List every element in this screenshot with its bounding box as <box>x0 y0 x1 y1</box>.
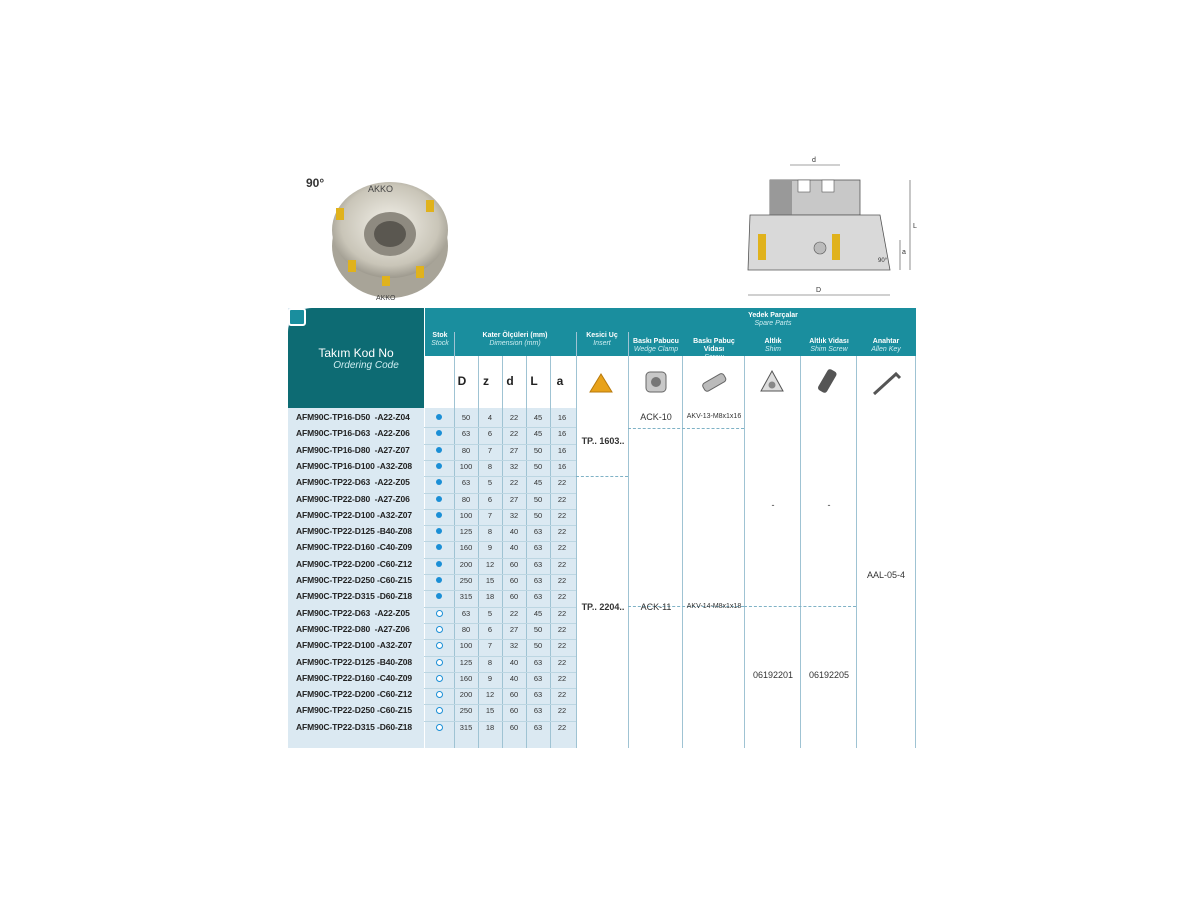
wedge-header-en: Wedge Clamp <box>633 346 679 353</box>
key-header-en: Allen Key <box>871 346 901 353</box>
row-separator <box>424 688 576 689</box>
dim-cell-a: 22 <box>557 706 567 716</box>
dim-cell-z: 4 <box>487 413 493 422</box>
dim-cell-L: 50 <box>533 494 543 504</box>
dim-cell-L: 63 <box>533 657 543 667</box>
shim-screw-icon <box>814 366 844 398</box>
dim-cell-a: 22 <box>557 690 567 700</box>
shim-nonstock: 06192201 <box>752 670 794 680</box>
stock-dot-filled <box>436 496 442 502</box>
dim-col-a: a <box>556 374 564 388</box>
shim-screw-nonstock: 06192205 <box>808 670 850 680</box>
dim-cell-D: 100 <box>459 510 473 520</box>
dim-cell-L: 45 <box>533 608 543 618</box>
dim-cell-D: 160 <box>459 673 473 683</box>
row-code: AFM90C-TP22-D200 -C60-Z12 <box>296 689 413 700</box>
row-code: AFM90C-TP16-D63 -A22-Z06 <box>296 428 410 439</box>
stock-dot-filled <box>436 414 442 420</box>
dim-cell-d: 60 <box>509 722 519 732</box>
dim-D-label: D <box>816 287 822 294</box>
dim-cell-z: 12 <box>485 690 495 700</box>
row-separator <box>424 574 576 575</box>
shim-icon <box>758 368 786 396</box>
row-code: AFM90C-TP22-D250 -C60-Z15 <box>296 575 413 585</box>
dim-cell-d: 27 <box>509 494 519 504</box>
dim-cell-d: 40 <box>509 673 519 683</box>
row-code: AFM90C-TP22-D315 -D60-Z18 <box>296 721 413 732</box>
wedge-clamp-icon <box>640 366 672 398</box>
wedge-screw-header-tr: Baskı Pabuç Vidası <box>693 338 735 353</box>
dim-cell-d: 22 <box>509 429 519 439</box>
shim-header-en: Shim <box>765 346 781 353</box>
dim-cell-L: 50 <box>533 641 543 651</box>
dim-cell-D: 125 <box>459 657 473 667</box>
dim-d-label: d <box>812 157 816 164</box>
dim-cell-z: 5 <box>487 478 493 488</box>
dim-cell-L: 50 <box>533 510 543 520</box>
row-code: AFM90C-TP22-D80 -A27-Z06 <box>296 623 410 634</box>
row-separator <box>424 639 576 640</box>
row-separator <box>424 590 576 591</box>
row-code: AFM90C-TP16-D80 -A27-Z07 <box>296 444 410 455</box>
dim-cell-L: 63 <box>533 527 543 537</box>
dim-cell-D: 100 <box>459 461 473 471</box>
dim-cell-d: 22 <box>509 413 519 422</box>
dim-cell-d: 60 <box>509 690 519 700</box>
insert-triangle-icon <box>588 372 614 394</box>
wedge-screw-tp22: AKV-14-M8x1x18 <box>686 603 742 610</box>
dim-cell-L: 63 <box>533 706 543 716</box>
dim-col-D: D <box>457 374 467 388</box>
dim-cell-z: 15 <box>485 706 495 716</box>
stock-dot-empty <box>436 724 443 731</box>
dim-cell-D: 315 <box>459 722 473 732</box>
row-separator <box>424 721 576 722</box>
dim-cell-D: 80 <box>461 624 471 634</box>
dim-cell-D: 80 <box>461 494 471 504</box>
stock-header-en: Stock <box>431 340 449 347</box>
row-code: AFM90C-TP22-D100 -A32-Z07 <box>296 509 413 520</box>
dim-cell-z: 7 <box>487 641 493 651</box>
dim-cell-d: 27 <box>509 624 519 634</box>
dim-cell-d: 32 <box>509 510 519 520</box>
code-header-en: Ordering Code <box>333 360 399 371</box>
dim-cell-L: 45 <box>533 429 543 439</box>
dim-cell-z: 6 <box>487 429 493 439</box>
dim-cell-a: 22 <box>557 559 567 569</box>
dim-cell-a: 16 <box>557 445 567 455</box>
dim-cell-L: 50 <box>533 445 543 455</box>
dim-cell-a: 22 <box>557 576 567 585</box>
wedge-header-tr: Baskı Pabucu <box>633 338 679 345</box>
wedge-tp22: ACK-11 <box>640 602 672 612</box>
dim-cell-L: 50 <box>533 624 543 634</box>
allen-key-code: AAL-05-4 <box>866 570 906 580</box>
dim-col-d: d <box>506 374 514 388</box>
dim-cell-z: 7 <box>487 445 493 455</box>
dim-cell-z: 9 <box>487 543 493 553</box>
row-code: AFM90C-TP22-D200 -C60-Z12 <box>296 558 413 569</box>
row-code: AFM90C-TP22-D80 -A27-Z06 <box>296 493 410 504</box>
stock-dot-filled <box>436 593 442 599</box>
shim-stock: - <box>771 500 775 510</box>
brand-text-bottom: AKKO <box>376 295 396 302</box>
stock-header-tr: Stok <box>432 332 448 339</box>
stock-dot-filled <box>436 544 442 550</box>
wedge-screw-icon <box>698 366 730 398</box>
spare-header-en: Spare Parts <box>754 320 792 327</box>
dim-cell-L: 63 <box>533 673 543 683</box>
dim-cell-a: 22 <box>557 478 567 488</box>
dim-cell-d: 32 <box>509 461 519 471</box>
row-separator <box>424 427 576 428</box>
row-code: AFM90C-TP22-D250 -C60-Z15 <box>296 705 413 716</box>
row-separator <box>424 672 576 673</box>
stock-dot-filled <box>436 479 442 485</box>
dim-cell-D: 250 <box>459 576 473 585</box>
dim-cell-L: 50 <box>533 461 543 471</box>
row-code: AFM90C-TP22-D63 -A22-Z05 <box>296 477 410 488</box>
dim-cell-d: 60 <box>509 559 519 569</box>
dim-cell-a: 22 <box>557 673 567 683</box>
dim-cell-a: 22 <box>557 624 567 634</box>
row-separator <box>424 704 576 705</box>
shim-screw-header-en: Shim Screw <box>810 346 848 353</box>
row-code: AFM90C-TP16-D100 -A32-Z08 <box>296 460 413 471</box>
stock-dot-filled <box>436 561 442 567</box>
dim-cell-a: 16 <box>557 461 567 471</box>
stock-dot-empty <box>436 610 443 617</box>
dim-angle-label: 90° <box>878 258 888 264</box>
stock-dot-filled <box>436 447 442 453</box>
dim-cell-D: 63 <box>461 429 471 439</box>
dim-cell-L: 63 <box>533 592 543 602</box>
dim-cell-L: 45 <box>533 478 543 488</box>
dim-cell-z: 8 <box>487 657 493 667</box>
technical-drawing <box>740 150 920 300</box>
dim-cell-a: 22 <box>557 608 567 618</box>
dim-cell-z: 18 <box>485 592 495 602</box>
row-code: AFM90C-TP22-D100 -A32-Z07 <box>296 640 413 651</box>
dim-cell-d: 60 <box>509 706 519 716</box>
dim-cell-D: 250 <box>459 706 473 716</box>
dim-cell-z: 5 <box>487 608 493 618</box>
stock-dot-empty <box>436 626 443 633</box>
dim-cell-z: 18 <box>485 722 495 732</box>
dim-col-z: z <box>483 374 489 388</box>
dim-cell-a: 22 <box>557 722 567 732</box>
dim-cell-L: 63 <box>533 576 543 585</box>
dim-cell-d: 27 <box>509 445 519 455</box>
row-separator <box>424 493 576 494</box>
dim-cell-a: 22 <box>557 527 567 537</box>
dim-cell-L: 63 <box>533 690 543 700</box>
insert-tp22: TP.. 2204.. <box>581 602 625 612</box>
dim-cell-d: 22 <box>509 608 519 618</box>
dim-a-label: a <box>902 249 906 256</box>
dim-cell-D: 63 <box>461 608 471 618</box>
dim-cell-z: 12 <box>485 559 495 569</box>
stock-dot-filled <box>436 528 442 534</box>
dim-cell-D: 125 <box>459 527 473 537</box>
row-code: AFM90C-TP22-D125 -B40-Z08 <box>296 526 413 537</box>
dim-cell-d: 60 <box>509 576 519 585</box>
dim-cell-a: 22 <box>557 510 567 520</box>
catalog-table <box>288 308 916 748</box>
corner-icon <box>288 308 306 326</box>
row-separator <box>424 541 576 542</box>
wedge-tp16: ACK-10 <box>640 412 672 422</box>
dim-cell-a: 22 <box>557 641 567 651</box>
dim-cell-d: 40 <box>509 543 519 553</box>
dim-cell-D: 200 <box>459 690 473 700</box>
dim-cell-L: 63 <box>533 543 543 553</box>
dim-cell-d: 40 <box>509 527 519 537</box>
row-separator <box>424 607 576 608</box>
dim-col-L: L <box>530 374 538 388</box>
stock-dot-filled <box>436 463 442 469</box>
milling-cutter-photo <box>318 168 468 308</box>
dim-cell-z: 8 <box>487 461 493 471</box>
dims-header-en: Dimension (mm) <box>489 340 541 347</box>
row-separator <box>424 509 576 510</box>
row-code: AFM90C-TP22-D125 -B40-Z08 <box>296 656 413 667</box>
dim-cell-a: 22 <box>557 592 567 602</box>
dim-cell-a: 16 <box>557 429 567 439</box>
row-code: AFM90C-TP22-D160 -C40-Z09 <box>296 672 413 683</box>
dim-cell-a: 22 <box>557 494 567 504</box>
dim-cell-z: 7 <box>487 510 493 520</box>
spare-header-tr: Yedek Parçalar <box>748 312 798 319</box>
stock-dot-filled <box>436 430 442 436</box>
dim-cell-a: 16 <box>557 413 567 422</box>
dim-cell-d: 22 <box>509 478 519 488</box>
dim-cell-D: 63 <box>461 478 471 488</box>
row-separator <box>424 656 576 657</box>
dim-cell-D: 50 <box>461 413 471 422</box>
dim-cell-z: 8 <box>487 527 493 537</box>
row-separator <box>424 525 576 526</box>
shim-screw-stock: - <box>827 500 831 510</box>
dim-cell-z: 15 <box>485 576 495 585</box>
wedge-screw-tp16: AKV-13-M8x1x16 <box>686 413 742 420</box>
dims-header-tr: Kater Ölçüleri (mm) <box>482 332 548 339</box>
row-separator <box>424 460 576 461</box>
row-code: AFM90C-TP22-D160 -C40-Z09 <box>296 542 413 553</box>
code-header-tr: Takım Kod No <box>318 346 394 360</box>
row-code: AFM90C-TP22-D315 -D60-Z18 <box>296 591 413 602</box>
key-header-tr: Anahtar <box>872 338 900 345</box>
dim-cell-L: 45 <box>533 413 543 422</box>
row-separator <box>424 623 576 624</box>
dim-cell-a: 22 <box>557 657 567 667</box>
row-code: AFM90C-TP16-D50 -A22-Z04 <box>296 412 410 422</box>
stock-dot-empty <box>436 691 443 698</box>
brand-text: AKKO <box>368 184 394 194</box>
stock-dot-empty <box>436 642 443 649</box>
dim-cell-D: 200 <box>459 559 473 569</box>
dim-cell-D: 315 <box>459 592 473 602</box>
row-code: AFM90C-TP22-D63 -A22-Z05 <box>296 607 410 618</box>
insert-header-en: Insert <box>593 340 611 347</box>
dim-cell-d: 32 <box>509 641 519 651</box>
dim-cell-a: 22 <box>557 543 567 553</box>
row-separator <box>424 558 576 559</box>
dim-cell-D: 80 <box>461 445 471 455</box>
dim-cell-L: 63 <box>533 722 543 732</box>
dim-cell-d: 40 <box>509 657 519 667</box>
dim-L-label: L <box>913 223 917 230</box>
dim-cell-D: 100 <box>459 641 473 651</box>
dim-cell-z: 6 <box>487 624 493 634</box>
stock-dot-empty <box>436 675 443 682</box>
stock-dot-filled <box>436 577 442 583</box>
dim-cell-D: 160 <box>459 543 473 553</box>
insert-header-tr: Kesici Uç <box>586 332 618 339</box>
shim-header-tr: Altlık <box>764 338 782 345</box>
row-separator <box>424 444 576 445</box>
stock-dot-empty <box>436 707 443 714</box>
stock-dot-empty <box>436 659 443 666</box>
shim-screw-header-tr: Altlık Vidası <box>809 338 849 345</box>
angle-label: 90° <box>306 176 325 190</box>
dim-cell-z: 6 <box>487 494 493 504</box>
dim-cell-d: 60 <box>509 592 519 602</box>
dim-cell-L: 63 <box>533 559 543 569</box>
stock-dot-filled <box>436 512 442 518</box>
row-separator <box>424 476 576 477</box>
dim-cell-z: 9 <box>487 673 493 683</box>
insert-tp16: TP.. 1603.. <box>581 436 625 446</box>
allen-key-icon <box>870 366 904 398</box>
